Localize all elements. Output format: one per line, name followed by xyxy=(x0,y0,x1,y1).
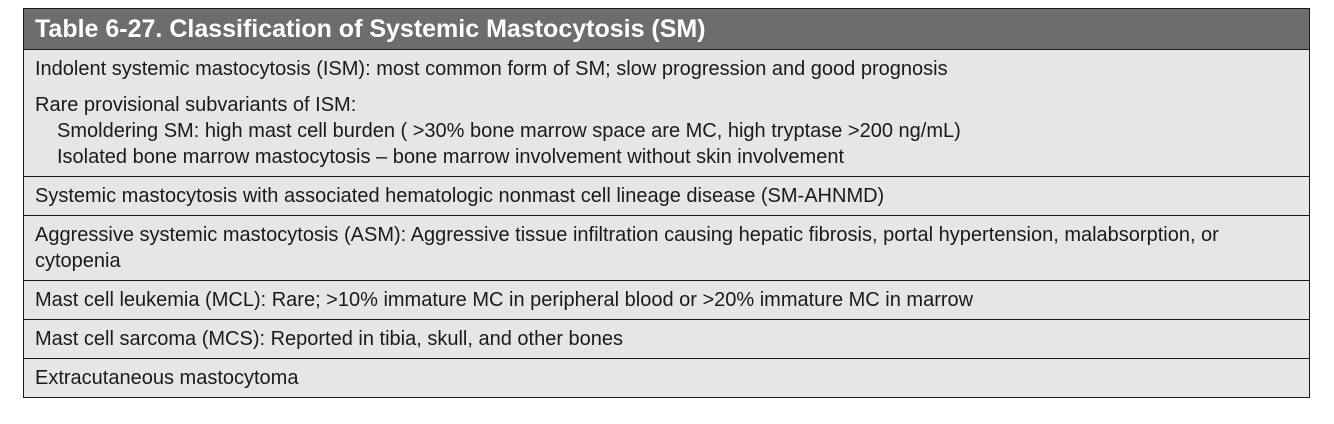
row-text: Extracutaneous mastocytoma xyxy=(35,367,299,389)
table-row-mcl xyxy=(24,281,1309,320)
row-text: Mast cell sarcoma (MCS): Reported in tibia, skull, and other bones xyxy=(35,328,624,350)
ism-description: Indolent systemic mastocytosis (ISM): most common form of SM; slow progression and good prognosis xyxy=(35,58,948,80)
ism-subvariant-isolated-marrow: Isolated bone marrow mastocytosis – bone marrow involvement without skin involvement xyxy=(57,146,845,168)
table-row-extracutaneous xyxy=(24,359,1309,397)
row-text: Aggressive systemic mastocytosis (ASM): Aggressive tissue infiltration causing hepatic fibrosis, portal hypertension, malabsorption, or cytopenia xyxy=(35,224,1219,272)
row-text: Systemic mastocytosis with associated hematologic nonmast cell lineage disease (SM-AHNMD) xyxy=(35,185,885,207)
table-row-sm-ahnmd xyxy=(24,177,1309,216)
ism-subvariant-smoldering: Smoldering SM: high mast cell burden ( >30% bone marrow space are MC, high tryptase >200 ng/mL) xyxy=(57,120,961,142)
classification-table xyxy=(23,8,1310,398)
ism-subvariants-heading: Rare provisional subvariants of ISM: xyxy=(35,94,357,116)
table-row-ism xyxy=(24,50,1309,177)
table-row-asm xyxy=(24,216,1309,281)
row-text: Mast cell leukemia (MCL): Rare; >10% immature MC in peripheral blood or >20% immature MC in marrow xyxy=(35,289,974,311)
table-title: Table 6-27. Classification of Systemic Mastocytosis (SM) xyxy=(24,9,1309,50)
table-row-mcs xyxy=(24,320,1309,359)
